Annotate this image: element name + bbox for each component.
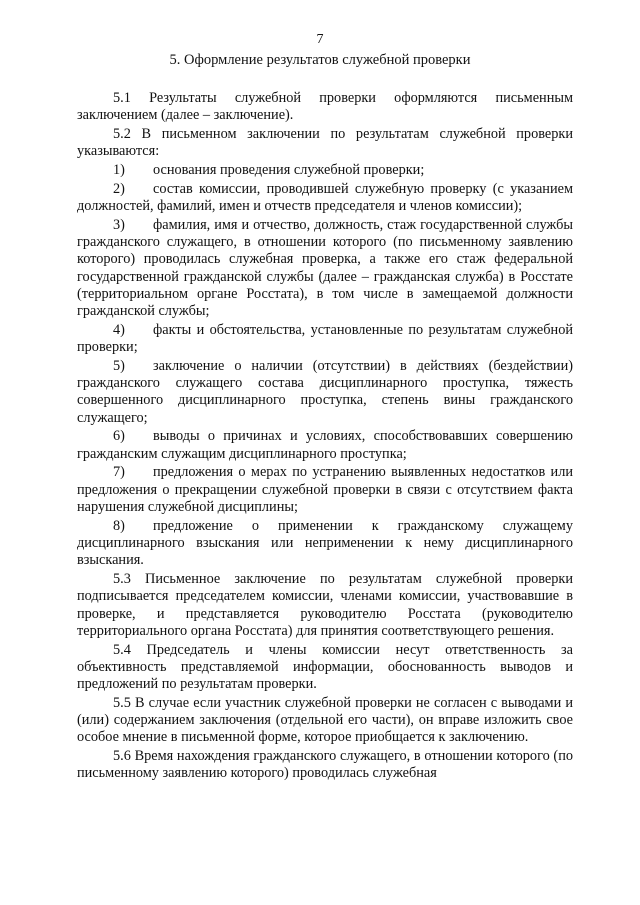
- list-item-number: 7): [113, 464, 125, 481]
- list-item-2: [77, 181, 573, 216]
- paragraph-5-5: 5.5 В случае если участник служебной проверки не согласен с выводами и (или) содержанием заключения (отдельной его части), он вправе изложить свое особое мнение в письменной форме, которое приобщается к заключению.: [77, 694, 573, 746]
- list-item-number: 2): [113, 180, 125, 197]
- document-body: [77, 90, 573, 784]
- list-item-text: заключение о наличии (отсутствии) в действиях (бездействии) гражданского служащего состава дисциплинарного проступка, тяжесть совершенного дисциплинарного проступка, степень вины гражданского служащего;: [77, 357, 573, 426]
- list-item-number: 3): [113, 216, 125, 233]
- list-item-6: [77, 428, 573, 463]
- list-item-4: [77, 322, 573, 357]
- list-item-number: 4): [113, 321, 125, 338]
- list-item-number: 5): [113, 357, 125, 374]
- list-item-text: предложения о мерах по устранению выявленных недостатков или предложения о прекращении служебной проверки в связи с отсутствием факта нарушения служебной дисциплины;: [77, 464, 573, 515]
- list-item-text: состав комиссии, проводившей служебную проверку (с указанием должностей, фамилий, имен и отчеств председателя и членов комиссии);: [77, 180, 573, 214]
- list-item-text: основания проведения служебной проверки;: [153, 161, 425, 178]
- list-item-text: выводы о причинах и условиях, способствовавших совершению гражданским служащим дисциплинарного проступка;: [77, 428, 573, 462]
- list-item-1: [77, 162, 573, 179]
- paragraph-5-3: 5.3 Письменное заключение по результатам служебной проверки подписывается председателем комиссии, членами комиссии, участвовавшие в проверке, и представляется руководителю Росстата (руководителю территориального органа Росстата) для принятия соответствующего решения.: [77, 570, 573, 639]
- list-item-5: [77, 358, 573, 427]
- list-item-number: 1): [113, 161, 125, 178]
- paragraph-5-1: 5.1 Результаты служебной проверки оформляются письменным заключением (далее – заключение).: [77, 90, 573, 124]
- list-item-8: [77, 518, 573, 570]
- paragraph-5-4: 5.4 Председатель и члены комиссии несут ответственность за объективность представляемой информации, обоснованность выводов и предложений по результатам проверки.: [77, 641, 573, 693]
- list-item-text: фамилия, имя и отчество, должность, стаж государственной службы гражданского служащего, в отношении которого (по письменному заявлению которого) проводилась служебная проверка, а также его стаж федеральной государственной гражданской службы (далее – гражданская служба) в Росстате (территориальном органе Росстата), в том числе в замещаемой должности гражданской службы;: [77, 216, 573, 320]
- page-number: 7: [316, 32, 324, 47]
- paragraph-5-6: 5.6 Время нахождения гражданского служащего, в отношении которого (по письменному заявлению которого) проводилась служебная: [77, 748, 573, 782]
- list-item-number: 8): [113, 517, 125, 534]
- list-item-number: 6): [113, 428, 125, 445]
- list-item-3: [77, 217, 573, 321]
- list-item-text: предложение о применении к гражданскому служащему дисциплинарного взыскания или неприменении к нему дисциплинарного взыскания.: [77, 517, 573, 569]
- section-title: 5. Оформление результатов служебной проверки: [169, 52, 471, 68]
- list-item-7: [77, 464, 573, 516]
- list-item-text: факты и обстоятельства, установленные по результатам служебной проверки;: [77, 321, 573, 356]
- paragraph-5-2: 5.2 В письменном заключении по результатам служебной проверки указываются:: [77, 125, 573, 160]
